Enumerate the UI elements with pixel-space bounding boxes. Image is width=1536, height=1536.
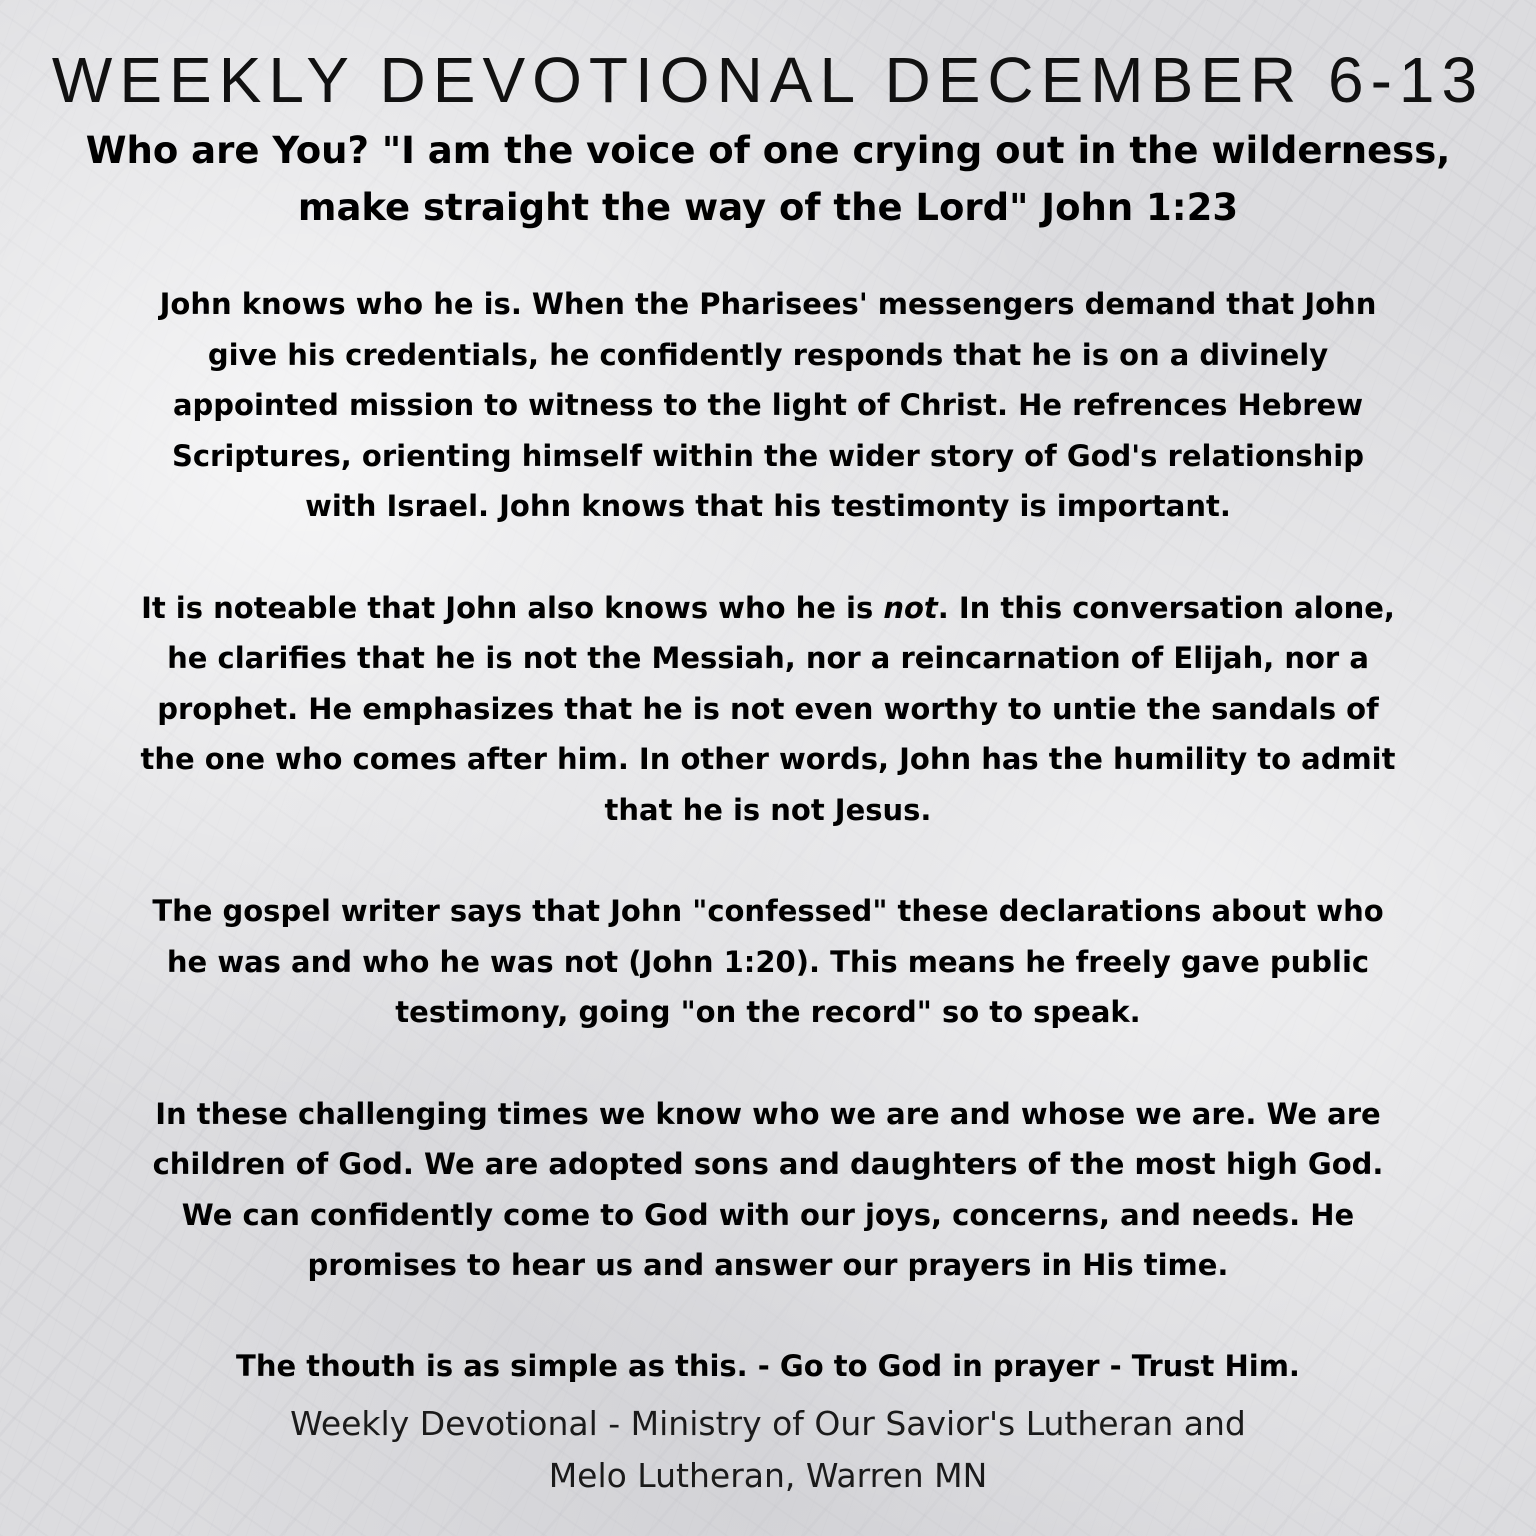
verse-line: Who are You? "I am the voice of one crying out in the wilderness, bbox=[85, 129, 1451, 172]
body-line: Scriptures, orienting himself within the wider story of God's relationship bbox=[171, 438, 1365, 473]
footer-line: Melo Lutheran, Warren MN bbox=[548, 1456, 988, 1495]
body-line: the one who comes after him. In other words, John has the humility to admit bbox=[140, 742, 1396, 777]
body-line: give his credentials, he confidently responds that he is on a divinely bbox=[207, 337, 1329, 372]
body-line: It is noteable that John also knows who he is bbox=[141, 590, 884, 625]
closing-line: The thouth is as simple as this. - Go to God in prayer - Trust Him. bbox=[236, 1349, 1300, 1384]
body-line: testimony, going "on the record" so to speak. bbox=[395, 995, 1141, 1030]
body-line: In these challenging times we know who we are and whose we are. We are bbox=[155, 1096, 1381, 1131]
verse-line: make straight the way of the Lord" John 1:23 bbox=[297, 186, 1239, 229]
footer-line: Weekly Devotional - Ministry of Our Savior's Lutheran and bbox=[290, 1404, 1246, 1443]
body-line: promises to hear us and answer our prayers in His time. bbox=[307, 1248, 1229, 1283]
devotional-heading: WEEKLY DEVOTIONAL DECEMBER 6-13 bbox=[51, 44, 1485, 116]
body-line: that he is not Jesus. bbox=[604, 792, 932, 827]
body-line: . In this conversation alone, bbox=[937, 590, 1395, 625]
paragraph-who-he-is-not bbox=[60, 583, 1476, 836]
body-line: he clarifies that he is not the Messiah, nor a reincarnation of Elijah, nor a bbox=[167, 641, 1369, 676]
emphasis-not: not bbox=[883, 590, 938, 625]
ministry-footer bbox=[0, 1398, 1536, 1502]
paragraph-john-knows bbox=[60, 279, 1476, 532]
devotional-body bbox=[60, 279, 1476, 1392]
scripture-verse bbox=[10, 122, 1526, 236]
body-line: The gospel writer says that John "confessed" these declarations about who bbox=[152, 894, 1384, 929]
body-line: appointed mission to witness to the light of Christ. He refrences Hebrew bbox=[172, 388, 1364, 423]
body-line: he was and who he was not (John 1:20). This means he freely gave public bbox=[166, 944, 1370, 979]
body-line: John knows who he is. When the Pharisees' messengers demand that John bbox=[159, 287, 1377, 321]
body-line: We can confidently come to God with our joys, concerns, and needs. He bbox=[181, 1197, 1355, 1232]
body-line: with Israel. John knows that his testimonty is important. bbox=[305, 489, 1231, 524]
paragraph-children-of-god bbox=[60, 1089, 1476, 1291]
body-line: prophet. He emphasizes that he is not even worthy to untie the sandals of bbox=[157, 691, 1379, 726]
body-line: children of God. We are adopted sons and daughters of the most high God. bbox=[152, 1147, 1384, 1182]
paragraph-confessed bbox=[60, 886, 1476, 1038]
